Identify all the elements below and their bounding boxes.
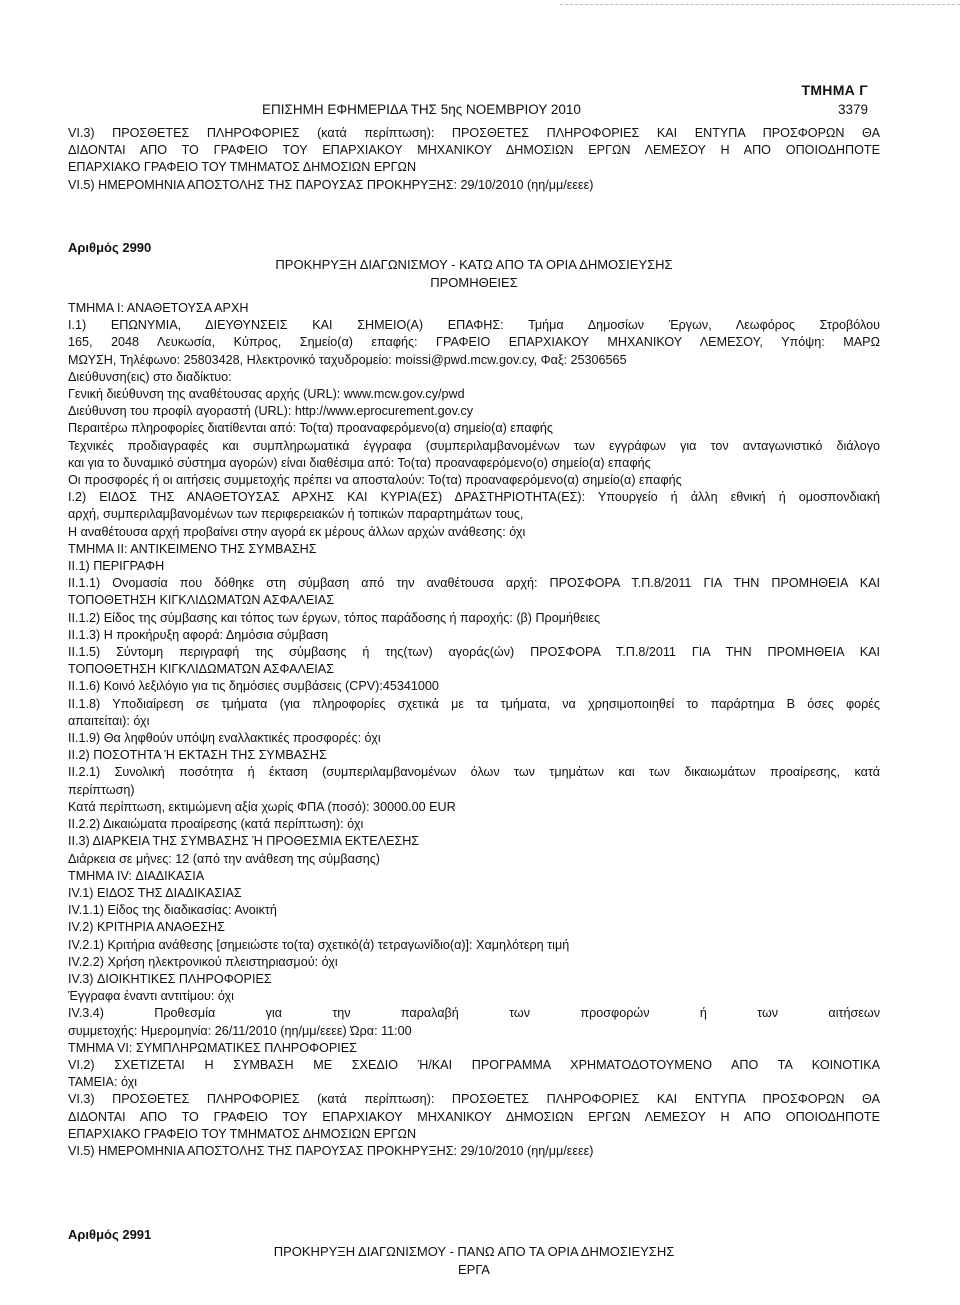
text-line: Γενική διεύθυνση της αναθέτουσας αρχής (URL): www.mcw.gov.cy/pwd	[68, 387, 465, 402]
text-line: Οι προσφορές ή οι αιτήσεις συμμετοχής πρέπει να αποσταλούν: Το(τα) προαναφερόμενο(α) σημείο(α) επαφής	[68, 473, 682, 488]
text-line: ΕΠΑΡΧΙΑΚΟ ΓΡΑΦΕΙΟ ΤΟΥ ΤΜΗΜΑΤΟΣ ΔΗΜΟΣΙΩΝ ΕΡΓΩΝ	[68, 1126, 417, 1141]
text-line: IV.2.2) Χρήση ηλεκτρονικού πλειστηριασμού: όχι	[68, 954, 338, 969]
text-line: ΔΙΔΟΝΤΑΙ ΑΠΟ ΤΟ ΓΡΑΦΕΙΟ ΤΟΥ ΕΠΑΡΧΙΑΚΟΥ ΜΗΧΑΝΙΚΟΥ ΔΗΜΟΣΙΩΝ ΕΡΓΩΝ ΛΕΜΕΣΟΥ Η ΑΠΟ ΟΠΟΙΟΔΗΠΟΤΕ	[68, 143, 880, 158]
text-line: Η αναθέτουσα αρχή προβαίνει στην αγορά εκ μέρους άλλων αρχών ανάθεσης: όχι	[68, 524, 526, 539]
notice-heading-line: ΠΡΟΚΗΡΥΞΗ ΔΙΑΓΩΝΙΣΜΟΥ - ΚΑΤΩ ΑΠΟ ΤΑ ΟΡΙΑ ΔΗΜΟΣΙΕΥΣΗΣ	[275, 257, 673, 272]
text-line: περίπτωση)	[68, 782, 135, 797]
notice-heading-line: ΠΡΟΜΗΘΕΙΕΣ	[430, 274, 518, 290]
text-line: απαιτείται): όχι	[68, 713, 150, 728]
text-line: συμμετοχής: Ημερομηνία: 26/11/2010 (ηη/μμ/εεεε) Ώρα: 11:00	[68, 1023, 412, 1038]
text-line: VI.3) ΠΡΟΣΘΕΤΕΣ ΠΛΗΡΟΦΟΡΙΕΣ (κατά περίπτωση): ΠΡΟΣΘΕΤΕΣ ΠΛΗΡΟΦΟΡΙΕΣ ΚΑΙ ΕΝΤΥΠΑ ΠΡΟΣΦΟΡΩΝ ΘΑ	[68, 1092, 880, 1107]
text-line: ΤΑΜΕΙΑ: όχι	[68, 1075, 138, 1090]
top-block	[68, 125, 880, 194]
text-line: ΙΙ.2.2) Δικαιώματα προαίρεσης (κατά περίπτωση): όχι	[68, 817, 364, 832]
text-line: Περαιτέρω πληροφορίες διατίθενται από: Το(τα) προαναφερόμενο(α) σημείο(α) επαφής	[68, 421, 553, 436]
top-rule	[560, 4, 960, 5]
text-line: ΙΙ.1.5) Σύντομη περιγραφή της σύμβασης ή της(των) αγοράς(ών) ΠΡΟΣΦΟΡΑ Τ.Π.8/2011 ΓΙΑ ΤΗΝ ΠΡΟΜΗΘΕΙΑ ΚΑΙ	[68, 645, 880, 660]
text-line: Διεύθυνση(εις) στο διαδίκτυο:	[68, 369, 232, 384]
text-line: Ι.2) ΕΙΔΟΣ ΤΗΣ ΑΝΑΘΕΤΟΥΣΑΣ ΑΡΧΗΣ ΚΑΙ ΚΥΡΙΑ(ΕΣ) ΔΡΑΣΤΗΡΙΟΤΗΤΑ(ΕΣ): Υπουργείο ή άλλη εθνική ή ομοσπονδιακή	[68, 490, 880, 505]
notice-heading	[68, 1243, 880, 1278]
text-line: IV.3.4) Προθεσμία για την παραλαβή των προσφορών ή των αιτήσεων	[68, 1006, 880, 1021]
text-line: VI.2) ΣΧΕΤΙΖΕΤΑΙ Η ΣΥΜΒΑΣΗ ΜΕ ΣΧΕΔΙΟ Ή/ΚΑΙ ΠΡΟΓΡΑΜΜΑ ΧΡΗΜΑΤΟΔΟΤΟΥΜΕΝΟ ΑΠΟ ΤΑ ΚΟΙΝΟΤΙΚΑ	[68, 1057, 880, 1072]
text-line: ΙΙ.1.2) Είδος της σύμβασης και τόπος των έργων, τόπος παράδοσης ή παροχής: (β) Προμήθειες	[68, 610, 601, 625]
text-line: Κατά περίπτωση, εκτιμώμενη αξία χωρίς ΦΠΑ (ποσό): 30000.00 EUR	[68, 799, 456, 814]
text-line: ΤΟΠΟΘΕΤΗΣΗ ΚΙΓΚΛΙΔΩΜΑΤΩΝ ΑΣΦΑΛΕΙΑΣ	[68, 662, 334, 677]
text-line: Διάρκεια σε μήνες: 12 (από την ανάθεση της σύμβασης)	[68, 851, 380, 866]
text-line: ΙΙ.2) ΠΟΣΟΤΗΤΑ Ή ΕΚΤΑΣΗ ΤΗΣ ΣΥΜΒΑΣΗΣ	[68, 748, 327, 763]
text-line: VI.5) ΗΜΕΡΟΜΗΝΙΑ ΑΠΟΣΤΟΛΗΣ ΤΗΣ ΠΑΡΟΥΣΑΣ ΠΡΟΚΗΡΥΞΗΣ: 29/10/2010 (ηη/μμ/εεεε)	[68, 177, 594, 192]
gazette-title: ΕΠΙΣΗΜΗ ΕΦΗΜΕΡΙΔΑ ΤΗΣ 5ης ΝΟΕΜΒΡΙΟΥ 2010	[262, 102, 581, 117]
text-line: VI.3) ΠΡΟΣΘΕΤΕΣ ΠΛΗΡΟΦΟΡΙΕΣ (κατά περίπτωση): ΠΡΟΣΘΕΤΕΣ ΠΛΗΡΟΦΟΡΙΕΣ ΚΑΙ ΕΝΤΥΠΑ ΠΡΟΣΦΟΡΩΝ ΘΑ	[68, 126, 880, 140]
text-line: ΙΙ.2.1) Συνολική ποσότητα ή έκταση (συμπεριλαμβανομένων όλων των τμημάτων και των δικαιωμάτων προαίρεσης, κατά	[68, 765, 880, 780]
text-line: Ι.1) ΕΠΩΝΥΜΙΑ, ΔΙΕΥΘΥΝΣΕΙΣ ΚΑΙ ΣΗΜΕΙΟ(Α) ΕΠΑΦΗΣ: Τμήμα Δημοσίων Έργων, Λεωφόρος Στροβόλου	[68, 318, 880, 333]
text-line: IV.1) ΕΙΔΟΣ ΤΗΣ ΔΙΑΔΙΚΑΣΙΑΣ	[68, 885, 242, 900]
text-line: ΔΙΔΟΝΤΑΙ ΑΠΟ ΤΟ ΓΡΑΦΕΙΟ ΤΟΥ ΕΠΑΡΧΙΑΚΟΥ ΜΗΧΑΝΙΚΟΥ ΔΗΜΟΣΙΩΝ ΕΡΓΩΝ ΛΕΜΕΣΟΥ Η ΑΠΟ ΟΠΟΙΟΔΗΠΟΤΕ	[68, 1109, 880, 1124]
text-line: Τεχνικές προδιαγραφές και συμπληρωματικά έγγραφα (συμπεριλαμβανομένων των εγγράφων για τον ανταγωνιστικό διάλογο	[68, 438, 880, 453]
text-line: IV.2.1) Κριτήρια ανάθεσης [σημειώστε το(τα) σχετικό(ά) τετραγωνίδιο(α)]: Χαμηλότερη τιμή	[68, 937, 570, 952]
text-line: ΤΜΗΜΑ ΙΙ: ΑΝΤΙΚΕΙΜΕΝΟ ΤΗΣ ΣΥΜΒΑΣΗΣ	[68, 541, 317, 556]
notice-body	[68, 300, 880, 1160]
text-line: ΙΙ.1.8) Υποδιαίρεση σε τμήματα (για πληροφορίες σχετικά με τα τμήματα, να χρησιμοποιηθεί το παράρτημα Β όσες φορές	[68, 696, 880, 711]
text-line: ΤΜΗΜΑ VI: ΣΥΜΠΛΗΡΩΜΑΤΙΚΕΣ ΠΛΗΡΟΦΟΡΙΕΣ	[68, 1040, 357, 1055]
text-line: ΙΙ.1.9) Θα ληφθούν υπόψη εναλλακτικές προσφορές: όχι	[68, 731, 381, 746]
text-line: ΤΟΠΟΘΕΤΗΣΗ ΚΙΓΚΛΙΔΩΜΑΤΩΝ ΑΣΦΑΛΕΙΑΣ	[68, 593, 334, 608]
text-line: ΤΜΗΜΑ IV: ΔΙΑΔΙΚΑΣΙΑ	[68, 868, 205, 883]
text-line: ΙΙ.1.1) Ονομασία που δόθηκε στη σύμβαση από την αναθέτουσα αρχή: ΠΡΟΣΦΟΡΑ Τ.Π.8/2011 ΓΙΑ ΤΗΝ ΠΡΟΜΗΘΕΙΑ ΚΑΙ	[68, 576, 880, 591]
text-line: ΤΜΗΜΑ Ι: ΑΝΑΘΕΤΟΥΣΑ ΑΡΧΗ	[68, 301, 249, 315]
text-line: αρχή, συμπεριλαμβανομένων των περιφερειακών ή τοπικών παραρτημάτων τους,	[68, 507, 524, 522]
text-line: IV.1.1) Είδος της διαδικασίας: Ανοικτή	[68, 903, 277, 918]
text-line: ΙΙ.3) ΔΙΑΡΚΕΙΑ ΤΗΣ ΣΥΜΒΑΣΗΣ Ή ΠΡΟΘΕΣΜΙΑ ΕΚΤΕΛΕΣΗΣ	[68, 834, 420, 849]
text-line: VI.5) ΗΜΕΡΟΜΗΝΙΑ ΑΠΟΣΤΟΛΗΣ ΤΗΣ ΠΑΡΟΥΣΑΣ ΠΡΟΚΗΡΥΞΗΣ: 29/10/2010 (ηη/μμ/εεεε)	[68, 1143, 594, 1158]
notice-heading-line: ΠΡΟΚΗΡΥΞΗ ΔΙΑΓΩΝΙΣΜΟΥ - ΠΑΝΩ ΑΠΟ ΤΑ ΟΡΙΑ ΔΗΜΟΣΙΕΥΣΗΣ	[273, 1244, 675, 1259]
text-line: ΙΙ.1) ΠΕΡΙΓΡΑΦΗ	[68, 559, 165, 574]
text-line: 165, 2048 Λευκωσία, Κύπρος, Σημείο(α) επαφής: ΓΡΑΦΕΙΟ ΕΠΑΡΧΙΑΚΟΥ ΜΗΧΑΝΙΚΟΥ ΛΕΜΕΣΟΥ, Υπόψη: ΜΑΡΩ	[68, 335, 880, 350]
text-line: IV.3) ΔΙΟΙΚΗΤΙΚΕΣ ΠΛΗΡΟΦΟΡΙΕΣ	[68, 971, 272, 986]
text-line: ΙΙ.1.6) Κοινό λεξιλόγιο για τις δημόσιες συμβάσεις (CPV):45341000	[68, 679, 439, 694]
text-line: Διεύθυνση του προφίλ αγοραστή (URL): http://www.eprocurement.gov.cy	[68, 404, 474, 419]
section-label: ΤΜΗΜΑ Γ	[801, 82, 868, 98]
page-number: 3379	[837, 102, 868, 117]
notice-heading-line: ΕΡΓΑ	[458, 1261, 490, 1277]
text-line: ΕΠΑΡΧΙΑΚΟ ΓΡΑΦΕΙΟ ΤΟΥ ΤΜΗΜΑΤΟΣ ΔΗΜΟΣΙΩΝ ΕΡΓΩΝ	[68, 160, 417, 175]
text-line: ΜΩΥΣΗ, Τηλέφωνο: 25803428, Ηλεκτρονικό ταχυδρομείο: moissi@pwd.mcw.gov.cy, Φαξ: 25306565	[68, 352, 627, 367]
notice-number: Αριθμός 2991	[68, 1227, 152, 1242]
notice-heading	[68, 256, 880, 291]
text-line: IV.2) ΚΡΙΤΗΡΙΑ ΑΝΑΘΕΣΗΣ	[68, 920, 225, 935]
text-line: και για το δυναμικό σύστημα αγορών) είναι διαθέσιμα από: Το(τα) προαναφερόμενο(ο) σημείο(α) επαφής	[68, 455, 651, 470]
text-line: Έγγραφα έναντι αντιτίμου: όχι	[68, 989, 234, 1004]
notice-number: Αριθμός 2990	[68, 240, 152, 255]
text-line: ΙΙ.1.3) Η προκήρυξη αφορά: Δημόσια σύμβαση	[68, 627, 329, 642]
